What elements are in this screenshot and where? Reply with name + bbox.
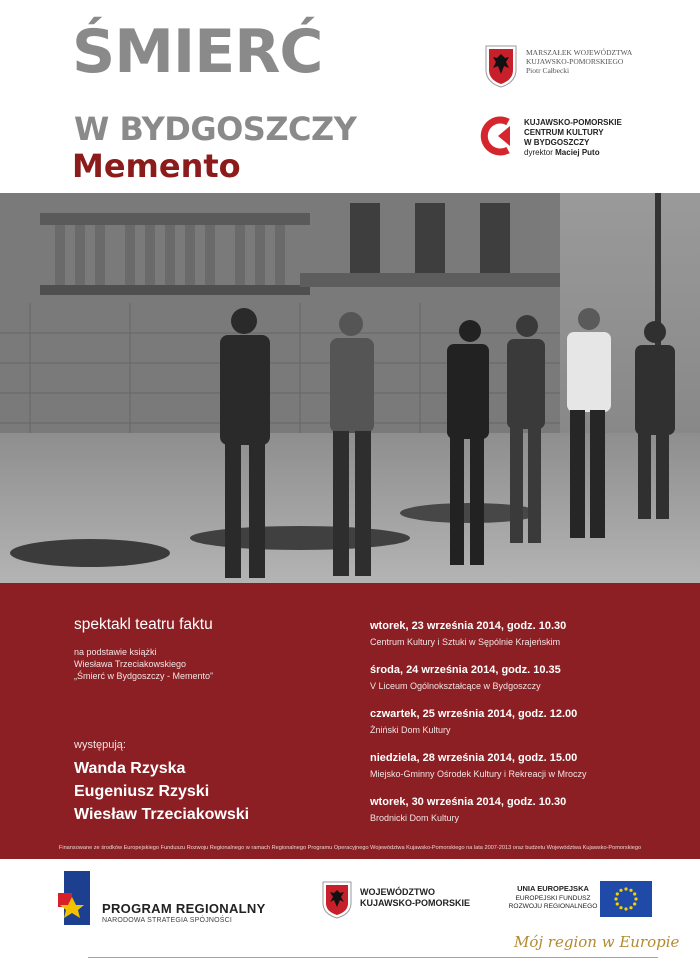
performers-list: [74, 757, 249, 826]
info-band: [0, 583, 700, 859]
show-date: środa, 24 września 2014, godz. 10.35: [370, 664, 561, 676]
book-line-1: na podstawie książki: [74, 647, 157, 657]
show-venue: Miejsko-Gminny Ośrodek Kultury i Rekreacji w Mroczy: [370, 769, 587, 779]
show-date: niedziela, 28 września 2014, godz. 15.00: [370, 752, 578, 764]
title-memento: Memento: [72, 147, 241, 185]
show-item: [370, 751, 690, 795]
book-credit: [74, 646, 213, 682]
show-date: wtorek, 23 września 2014, godz. 10.30: [370, 620, 567, 632]
funding-note: Finansowane ze środków Europejskiego Funduszu Rozwoju Regionalnego w ramach Regionalnego Programu Operacyjnego Województwa Kujawsko-Pomorskiego na lata 2007-2013 oraz budżetu Województwa Kujawsko-Pomorskiego: [58, 845, 642, 851]
show-item: [370, 663, 690, 707]
region-line-1: WOJEWÓDZTWO: [360, 887, 435, 897]
kpck-director-name: Maciej Puto: [555, 148, 600, 157]
kpck-director-label: dyrektor: [524, 148, 553, 157]
show-venue: V Liceum Ogólnokształcące w Bydgoszczy: [370, 681, 541, 691]
show-date: czwartek, 25 września 2014, godz. 12.00: [370, 708, 578, 720]
kpck-logo: [478, 116, 678, 166]
region-text: [360, 887, 470, 909]
region-slogan: Mój region w Europie: [514, 933, 680, 951]
show-item: [370, 795, 690, 839]
book-line-2: Wiesława Trzeciakowskiego: [74, 659, 187, 669]
divider-line: [88, 957, 658, 958]
kpck-line-1: KUJAWSKO-POMORSKIE: [524, 118, 622, 127]
program-title: PROGRAM REGIONALNY: [102, 901, 266, 916]
show-venue: Brodnicki Dom Kultury: [370, 813, 460, 823]
eu-flag-icon: [600, 881, 652, 917]
marshal-line-1: MARSZAŁEK WOJEWÓDZTWA: [526, 48, 633, 57]
kpck-director: [524, 148, 622, 158]
eu-line-1: UNIA EUROPEJSKA: [517, 884, 589, 893]
header: [0, 0, 700, 193]
show-venue: Żniński Dom Kultury: [370, 725, 451, 735]
photo-illustration: [0, 193, 700, 583]
title-line-1: ŚMIERĆ: [72, 17, 323, 87]
program-regionalny-icon: [58, 871, 92, 927]
show-schedule: [370, 619, 690, 839]
marshal-line-3: Piotr Całbecki: [526, 66, 570, 75]
performer-name: Eugeniusz Rzyski: [74, 783, 210, 800]
kpck-line-3: W BYDGOSZCZY: [524, 138, 590, 147]
region-line-2: KUJAWSKO-POMORSKIE: [360, 898, 471, 908]
program-regionalny-logo: [58, 871, 298, 931]
show-item: [370, 619, 690, 663]
eu-line-2: EUROPEJSKI FUNDUSZ: [515, 894, 591, 902]
eu-logo: [508, 881, 658, 921]
kpck-text: [524, 118, 622, 158]
crest-icon: [322, 881, 352, 919]
book-line-3: „Śmierć w Bydgoszczy - Memento”: [74, 671, 214, 681]
performer-name: Wiesław Trzeciakowski: [74, 806, 250, 823]
show-date: wtorek, 30 września 2014, godz. 10.30: [370, 796, 567, 808]
marshal-logo: [484, 44, 664, 94]
historical-photo: [0, 193, 700, 583]
marshal-text: [526, 48, 632, 75]
program-subtitle: NARODOWA STRATEGIA SPÓJNOŚCI: [102, 917, 233, 924]
footer: [0, 859, 700, 971]
title-line-2: W BYDGOSZCZY: [74, 110, 357, 148]
performer-name: Wanda Rzyska: [74, 760, 186, 777]
show-item: [370, 707, 690, 751]
eu-line-3: ROZWOJU REGIONALNEGO: [508, 903, 598, 910]
kpck-line-2: CENTRUM KULTURY: [524, 128, 604, 137]
performers-label: występują:: [74, 739, 126, 751]
marshal-line-2: KUJAWSKO-POMORSKIEGO: [526, 57, 624, 66]
crest-icon: [484, 44, 518, 88]
region-logo: [322, 881, 482, 921]
genre-label: spektakl teatru faktu: [74, 616, 213, 633]
eu-text: [508, 885, 598, 912]
kpck-mark-icon: [478, 116, 518, 156]
show-venue: Centrum Kultury i Sztuki w Sępólnie Krajeńskim: [370, 637, 561, 647]
